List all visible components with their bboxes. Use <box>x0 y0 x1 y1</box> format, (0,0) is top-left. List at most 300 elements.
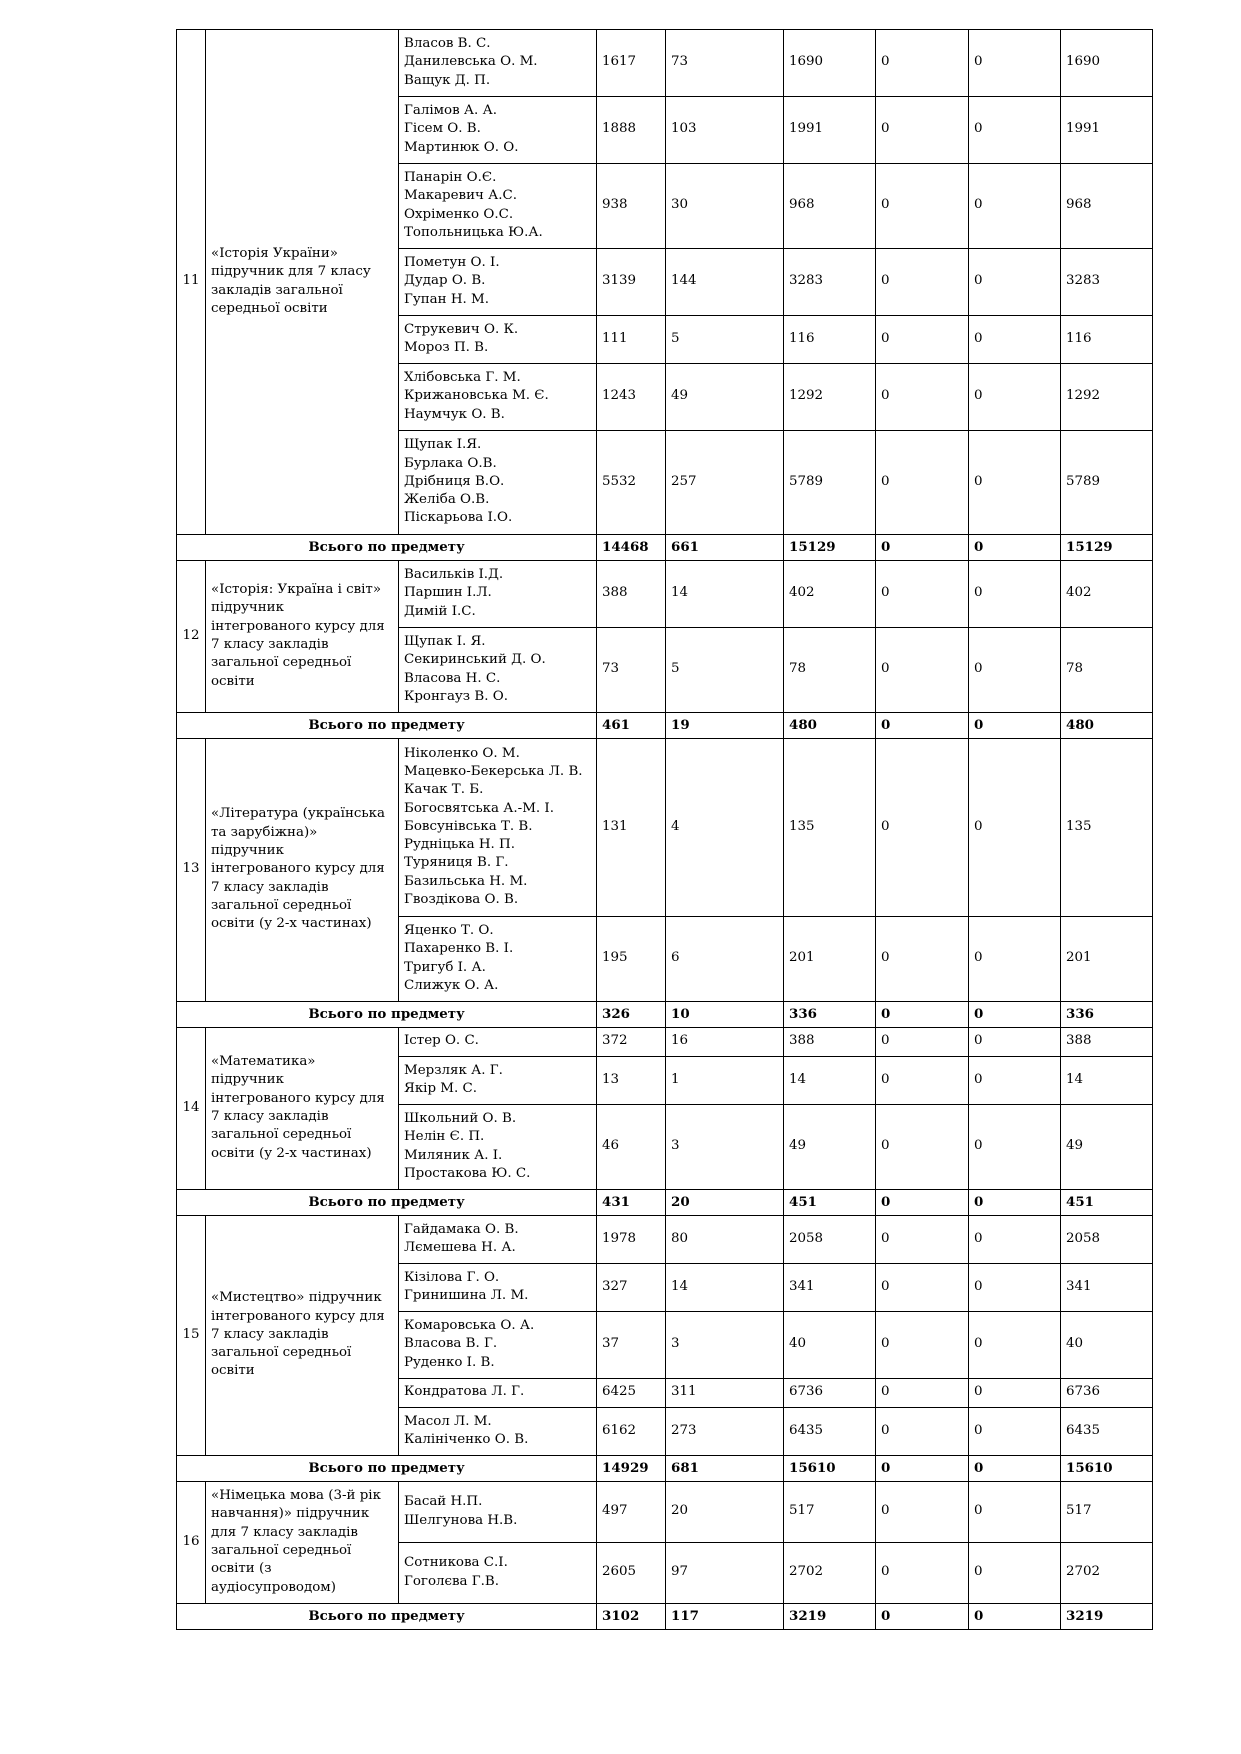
author-line: Простакова Ю. С. <box>404 1165 531 1181</box>
title-line: закладів загальної <box>211 282 343 298</box>
value-col-4: 0 <box>876 739 969 917</box>
total-value-col-6: 336 <box>1061 1002 1153 1028</box>
value-col-5: 0 <box>969 628 1061 713</box>
total-value-copies: 326 <box>597 1002 666 1028</box>
title-line: підручник для 7 класу <box>211 264 371 280</box>
value-total: 78 <box>784 628 876 713</box>
value-col-4: 0 <box>876 316 969 364</box>
authors-cell <box>399 1408 597 1456</box>
value-col-5: 0 <box>969 1543 1061 1604</box>
value-total: 6736 <box>784 1379 876 1408</box>
total-value-col-6: 15129 <box>1061 535 1153 561</box>
author-line: Руденко І. В. <box>404 1354 495 1370</box>
value-col-5: 0 <box>969 97 1061 164</box>
subject-total-row <box>177 713 1153 739</box>
total-value-col-4: 0 <box>876 1190 969 1216</box>
value-extra: 144 <box>666 249 784 316</box>
author-line: Кондратова Л. Г. <box>404 1384 525 1400</box>
value-copies: 372 <box>597 1028 666 1057</box>
value-total: 402 <box>784 561 876 628</box>
author-line: Рудніцька Н. П. <box>404 837 515 853</box>
value-total: 14 <box>784 1057 876 1105</box>
author-line: Бовсунівська Т. В. <box>404 818 533 834</box>
authors-cell <box>399 1543 597 1604</box>
author-line: Школьний О. В. <box>404 1110 517 1126</box>
author-line: Дрібниця В.О. <box>404 473 505 489</box>
author-line: Мерзляк А. Г. <box>404 1062 503 1078</box>
value-total: 388 <box>784 1028 876 1057</box>
author-line: Щупак І. Я. <box>404 633 486 649</box>
title-line: «Німецька мова (3-й рік <box>211 1488 381 1504</box>
author-line: Калініченко О. В. <box>404 1432 529 1447</box>
author-line: Яценко Т. О. <box>404 922 494 938</box>
value-copies: 938 <box>597 164 666 249</box>
textbook-title <box>206 1482 399 1604</box>
subject-total-label: Всього по предмету <box>177 1604 597 1630</box>
value-col-5: 0 <box>969 1028 1061 1057</box>
value-col-4: 0 <box>876 1264 969 1312</box>
value-extra: 14 <box>666 561 784 628</box>
author-line: Комаровська О. А. <box>404 1318 535 1334</box>
author-line: Гупан Н. М. <box>404 291 489 307</box>
authors-cell <box>399 249 597 316</box>
value-col-6: 2058 <box>1061 1216 1153 1264</box>
value-extra: 4 <box>666 739 784 917</box>
authors-cell <box>399 739 597 917</box>
author-line: Кізілова Г. О. <box>404 1269 500 1285</box>
value-col-6: 116 <box>1061 316 1153 364</box>
value-col-6: 5789 <box>1061 431 1153 535</box>
table-row <box>177 561 1153 628</box>
value-total: 201 <box>784 917 876 1002</box>
author-line: Желіба О.В. <box>404 492 490 508</box>
authors-cell <box>399 1312 597 1379</box>
value-copies: 111 <box>597 316 666 364</box>
authors-cell <box>399 1057 597 1105</box>
value-col-6: 1690 <box>1061 30 1153 97</box>
total-value-total: 480 <box>784 713 876 739</box>
value-extra: 1 <box>666 1057 784 1105</box>
total-value-col-5: 0 <box>969 1456 1061 1482</box>
total-value-copies: 431 <box>597 1190 666 1216</box>
total-value-col-4: 0 <box>876 535 969 561</box>
value-copies: 327 <box>597 1264 666 1312</box>
value-col-6: 6736 <box>1061 1379 1153 1408</box>
value-total: 3283 <box>784 249 876 316</box>
authors-cell <box>399 1028 597 1057</box>
total-value-col-5: 0 <box>969 1604 1061 1630</box>
authors-cell <box>399 316 597 364</box>
title-line: та зарубіжна)» <box>211 824 318 840</box>
value-extra: 5 <box>666 316 784 364</box>
authors-cell <box>399 1264 597 1312</box>
author-line: Панарін О.Є. <box>404 169 497 185</box>
author-line: Макаревич А.С. <box>404 188 518 204</box>
author-line: Нелін Є. П. <box>404 1129 485 1145</box>
value-col-4: 0 <box>876 1312 969 1379</box>
total-value-extra: 681 <box>666 1456 784 1482</box>
value-extra: 16 <box>666 1028 784 1057</box>
total-value-copies: 14468 <box>597 535 666 561</box>
title-line: 7 класу закладів <box>211 1109 329 1124</box>
value-col-4: 0 <box>876 1216 969 1264</box>
value-copies: 1243 <box>597 364 666 431</box>
author-line: Власова В. Г. <box>404 1336 498 1352</box>
value-total: 2058 <box>784 1216 876 1264</box>
title-line: «Історія України» <box>211 245 338 261</box>
value-col-5: 0 <box>969 917 1061 1002</box>
author-line: Гоголєва Г.В. <box>404 1573 500 1589</box>
table-row <box>177 739 1153 917</box>
subject-total-label: Всього по предмету <box>177 1456 597 1482</box>
author-line: Гвоздікова О. В. <box>404 892 519 908</box>
title-line: інтегрованого курсу для <box>211 861 385 877</box>
value-extra: 80 <box>666 1216 784 1264</box>
title-line: загальної середньої <box>211 1127 352 1143</box>
textbook-title <box>206 1216 399 1456</box>
title-line: освіти (у 2-х частинах) <box>211 1145 372 1161</box>
total-value-col-4: 0 <box>876 1456 969 1482</box>
author-line: Наумчук О. В. <box>404 406 505 422</box>
value-col-4: 0 <box>876 917 969 1002</box>
value-total: 1292 <box>784 364 876 431</box>
value-col-5: 0 <box>969 739 1061 917</box>
value-col-6: 3283 <box>1061 249 1153 316</box>
author-line: Галімов А. А. <box>404 103 497 119</box>
value-total: 135 <box>784 739 876 917</box>
subject-total-label: Всього по предмету <box>177 535 597 561</box>
value-extra: 311 <box>666 1379 784 1408</box>
total-value-col-4: 0 <box>876 1604 969 1630</box>
total-value-col-6: 480 <box>1061 713 1153 739</box>
value-extra: 73 <box>666 30 784 97</box>
value-total: 6435 <box>784 1408 876 1456</box>
value-col-4: 0 <box>876 1379 969 1408</box>
authors-cell <box>399 1379 597 1408</box>
total-value-extra: 19 <box>666 713 784 739</box>
total-value-copies: 461 <box>597 713 666 739</box>
total-value-col-5: 0 <box>969 1190 1061 1216</box>
total-value-copies: 3102 <box>597 1604 666 1630</box>
author-line: Мартинюк О. О. <box>404 139 519 155</box>
value-col-6: 517 <box>1061 1482 1153 1543</box>
author-line: Кронгауз В. О. <box>404 688 508 704</box>
subject-total-row <box>177 1604 1153 1630</box>
total-value-total: 15610 <box>784 1456 876 1482</box>
author-line: Туряниця В. Г. <box>404 855 509 871</box>
author-line: Васильків І.Д. <box>404 567 504 583</box>
value-copies: 6425 <box>597 1379 666 1408</box>
value-col-4: 0 <box>876 249 969 316</box>
author-line: Шелгунова Н.В. <box>404 1512 518 1528</box>
value-copies: 6162 <box>597 1408 666 1456</box>
authors-cell <box>399 364 597 431</box>
textbook-title <box>206 561 399 713</box>
value-col-6: 1292 <box>1061 364 1153 431</box>
value-copies: 2605 <box>597 1543 666 1604</box>
table-row <box>177 30 1153 97</box>
author-line: Паршин І.Л. <box>404 585 492 601</box>
value-col-6: 402 <box>1061 561 1153 628</box>
value-extra: 49 <box>666 364 784 431</box>
title-line: підручник <box>211 1072 284 1088</box>
value-extra: 5 <box>666 628 784 713</box>
value-col-4: 0 <box>876 97 969 164</box>
value-total: 2702 <box>784 1543 876 1604</box>
author-line: Басай Н.П. <box>404 1494 483 1510</box>
title-line: 7 класу закладів <box>211 1326 329 1342</box>
value-col-5: 0 <box>969 1264 1061 1312</box>
value-total: 116 <box>784 316 876 364</box>
authors-cell <box>399 628 597 713</box>
table-row <box>177 1482 1153 1543</box>
title-line: освіти (у 2-х частинах) <box>211 916 372 932</box>
value-col-6: 14 <box>1061 1057 1153 1105</box>
author-line: Димій І.С. <box>404 603 476 619</box>
total-value-total: 3219 <box>784 1604 876 1630</box>
value-extra: 6 <box>666 917 784 1002</box>
title-line: «Мистецтво» підручник <box>211 1290 382 1306</box>
title-line: інтегрованого курсу для <box>211 1090 385 1106</box>
value-total: 341 <box>784 1264 876 1312</box>
author-line: Ніколенко О. М. <box>404 745 520 761</box>
value-col-4: 0 <box>876 1408 969 1456</box>
author-line: Данилевська О. М. <box>404 54 538 70</box>
authors-cell <box>399 164 597 249</box>
value-col-5: 0 <box>969 316 1061 364</box>
value-col-6: 1991 <box>1061 97 1153 164</box>
value-col-6: 40 <box>1061 1312 1153 1379</box>
value-extra: 14 <box>666 1264 784 1312</box>
total-value-col-6: 451 <box>1061 1190 1153 1216</box>
row-number: 12 <box>177 561 206 713</box>
value-extra: 273 <box>666 1408 784 1456</box>
value-col-6: 78 <box>1061 628 1153 713</box>
value-col-4: 0 <box>876 364 969 431</box>
value-col-5: 0 <box>969 431 1061 535</box>
author-line: Охріменко О.С. <box>404 206 514 222</box>
value-copies: 131 <box>597 739 666 917</box>
author-line: Власова Н. С. <box>404 670 501 686</box>
value-copies: 1888 <box>597 97 666 164</box>
subject-total-row <box>177 1190 1153 1216</box>
author-line: Топольницька Ю.А. <box>404 224 543 240</box>
value-extra: 3 <box>666 1105 784 1190</box>
table-row <box>177 1216 1153 1264</box>
author-line: Качак Т. Б. <box>404 782 484 798</box>
authors-cell <box>399 561 597 628</box>
title-line: освіти <box>211 1363 255 1379</box>
authors-cell <box>399 1216 597 1264</box>
value-copies: 37 <box>597 1312 666 1379</box>
row-number: 16 <box>177 1482 206 1604</box>
value-col-4: 0 <box>876 561 969 628</box>
table-row <box>177 1028 1153 1057</box>
textbook-title <box>206 1028 399 1190</box>
subject-total-label: Всього по предмету <box>177 1002 597 1028</box>
value-copies: 46 <box>597 1105 666 1190</box>
title-line: аудіосупроводом) <box>211 1579 336 1595</box>
value-copies: 73 <box>597 628 666 713</box>
title-line: освіти <box>211 673 255 689</box>
value-total: 1690 <box>784 30 876 97</box>
author-line: Якір М. С. <box>404 1081 478 1096</box>
subject-total-label: Всього по предмету <box>177 1190 597 1216</box>
table-body <box>177 30 1153 1630</box>
total-value-col-5: 0 <box>969 1002 1061 1028</box>
value-col-5: 0 <box>969 561 1061 628</box>
value-col-6: 388 <box>1061 1028 1153 1057</box>
title-line: 7 класу закладів <box>211 637 329 652</box>
total-value-col-6: 3219 <box>1061 1604 1153 1630</box>
total-value-col-4: 0 <box>876 713 969 739</box>
value-col-5: 0 <box>969 30 1061 97</box>
value-total: 40 <box>784 1312 876 1379</box>
title-line: освіти (з <box>211 1561 272 1577</box>
author-line: Дудар О. В. <box>404 273 486 289</box>
value-extra: 3 <box>666 1312 784 1379</box>
author-line: Масол Л. М. <box>404 1413 492 1429</box>
author-line: Мацевко-Бекерська Л. В. <box>404 763 583 779</box>
author-line: Сотникова С.І. <box>404 1555 508 1571</box>
title-line: підручник <box>211 843 284 859</box>
value-col-5: 0 <box>969 1482 1061 1543</box>
value-extra: 20 <box>666 1482 784 1543</box>
value-col-4: 0 <box>876 431 969 535</box>
value-extra: 30 <box>666 164 784 249</box>
value-total: 49 <box>784 1105 876 1190</box>
title-line: загальної середньої <box>211 655 352 671</box>
author-line: Пахаренко В. І. <box>404 941 514 957</box>
textbook-title <box>206 30 399 535</box>
value-col-5: 0 <box>969 249 1061 316</box>
title-line: середньої освіти <box>211 300 328 316</box>
row-number: 11 <box>177 30 206 535</box>
title-line: «Математика» <box>211 1054 316 1070</box>
row-number: 13 <box>177 739 206 1002</box>
value-col-4: 0 <box>876 1482 969 1543</box>
value-col-4: 0 <box>876 1057 969 1105</box>
value-col-6: 2702 <box>1061 1543 1153 1604</box>
author-line: Мороз П. В. <box>404 340 489 355</box>
total-value-total: 336 <box>784 1002 876 1028</box>
title-line: загальної середньої <box>211 1543 352 1558</box>
total-value-extra: 10 <box>666 1002 784 1028</box>
value-copies: 3139 <box>597 249 666 316</box>
total-value-total: 15129 <box>784 535 876 561</box>
title-line: загальної середньої <box>211 897 352 913</box>
author-line: Власов В. С. <box>404 36 491 52</box>
total-value-total: 451 <box>784 1190 876 1216</box>
title-line: підручник <box>211 600 284 616</box>
value-extra: 103 <box>666 97 784 164</box>
title-line: інтегрованого курсу для <box>211 618 385 634</box>
value-copies: 195 <box>597 917 666 1002</box>
value-col-4: 0 <box>876 1028 969 1057</box>
value-col-4: 0 <box>876 1543 969 1604</box>
total-value-extra: 117 <box>666 1604 784 1630</box>
total-value-copies: 14929 <box>597 1456 666 1482</box>
textbook-orders-table <box>176 29 1153 1630</box>
title-line: загальної середньої <box>211 1345 352 1361</box>
author-line: Богосвятська А.-М. І. <box>404 800 554 816</box>
total-value-col-4: 0 <box>876 1002 969 1028</box>
author-line: Піскарьова І.О. <box>404 510 513 526</box>
author-line: Ващук Д. П. <box>404 72 491 88</box>
title-line: «Література (українська <box>211 806 386 822</box>
value-col-6: 201 <box>1061 917 1153 1002</box>
value-col-6: 6435 <box>1061 1408 1153 1456</box>
value-col-6: 341 <box>1061 1264 1153 1312</box>
value-total: 5789 <box>784 431 876 535</box>
subject-total-row <box>177 535 1153 561</box>
value-total: 517 <box>784 1482 876 1543</box>
row-number: 15 <box>177 1216 206 1456</box>
authors-cell <box>399 1482 597 1543</box>
author-line: Істер О. С. <box>404 1033 479 1049</box>
value-col-5: 0 <box>969 1216 1061 1264</box>
author-line: Лємешева Н. А. <box>404 1240 516 1255</box>
title-line: 7 класу закладів <box>211 879 329 895</box>
total-value-col-5: 0 <box>969 535 1061 561</box>
author-line: Миляник А. І. <box>404 1147 503 1163</box>
total-value-col-6: 15610 <box>1061 1456 1153 1482</box>
value-total: 968 <box>784 164 876 249</box>
author-line: Бурлака О.В. <box>404 455 497 471</box>
value-total: 1991 <box>784 97 876 164</box>
value-col-6: 135 <box>1061 739 1153 917</box>
title-line: «Історія: Україна і світ» <box>211 582 382 598</box>
author-line: Крижановська М. Є. <box>404 388 549 404</box>
value-copies: 497 <box>597 1482 666 1543</box>
value-col-4: 0 <box>876 30 969 97</box>
value-col-5: 0 <box>969 164 1061 249</box>
author-line: Слижук О. А. <box>404 977 499 993</box>
author-line: Пометун О. І. <box>404 255 500 271</box>
author-line: Гісем О. В. <box>404 121 481 137</box>
title-line: інтегрованого курсу для <box>211 1308 385 1324</box>
authors-cell <box>399 431 597 535</box>
author-line: Хлібовська Г. М. <box>404 370 521 386</box>
author-line: Базильська Н. М. <box>404 873 528 889</box>
value-extra: 257 <box>666 431 784 535</box>
total-value-col-5: 0 <box>969 713 1061 739</box>
value-col-5: 0 <box>969 1379 1061 1408</box>
subject-total-row <box>177 1456 1153 1482</box>
value-col-5: 0 <box>969 1312 1061 1379</box>
subject-total-row <box>177 1002 1153 1028</box>
value-col-5: 0 <box>969 1408 1061 1456</box>
value-copies: 1978 <box>597 1216 666 1264</box>
authors-cell <box>399 1105 597 1190</box>
total-value-extra: 661 <box>666 535 784 561</box>
value-col-5: 0 <box>969 1105 1061 1190</box>
value-col-5: 0 <box>969 364 1061 431</box>
title-line: навчання)» підручник <box>211 1506 370 1522</box>
author-line: Щупак І.Я. <box>404 437 482 453</box>
author-line: Тригуб І. А. <box>404 959 486 975</box>
value-col-6: 49 <box>1061 1105 1153 1190</box>
value-col-4: 0 <box>876 164 969 249</box>
value-extra: 97 <box>666 1543 784 1604</box>
authors-cell <box>399 30 597 97</box>
total-value-extra: 20 <box>666 1190 784 1216</box>
value-col-4: 0 <box>876 1105 969 1190</box>
author-line: Секиринський Д. О. <box>404 652 546 668</box>
value-copies: 1617 <box>597 30 666 97</box>
value-copies: 5532 <box>597 431 666 535</box>
value-col-5: 0 <box>969 1057 1061 1105</box>
